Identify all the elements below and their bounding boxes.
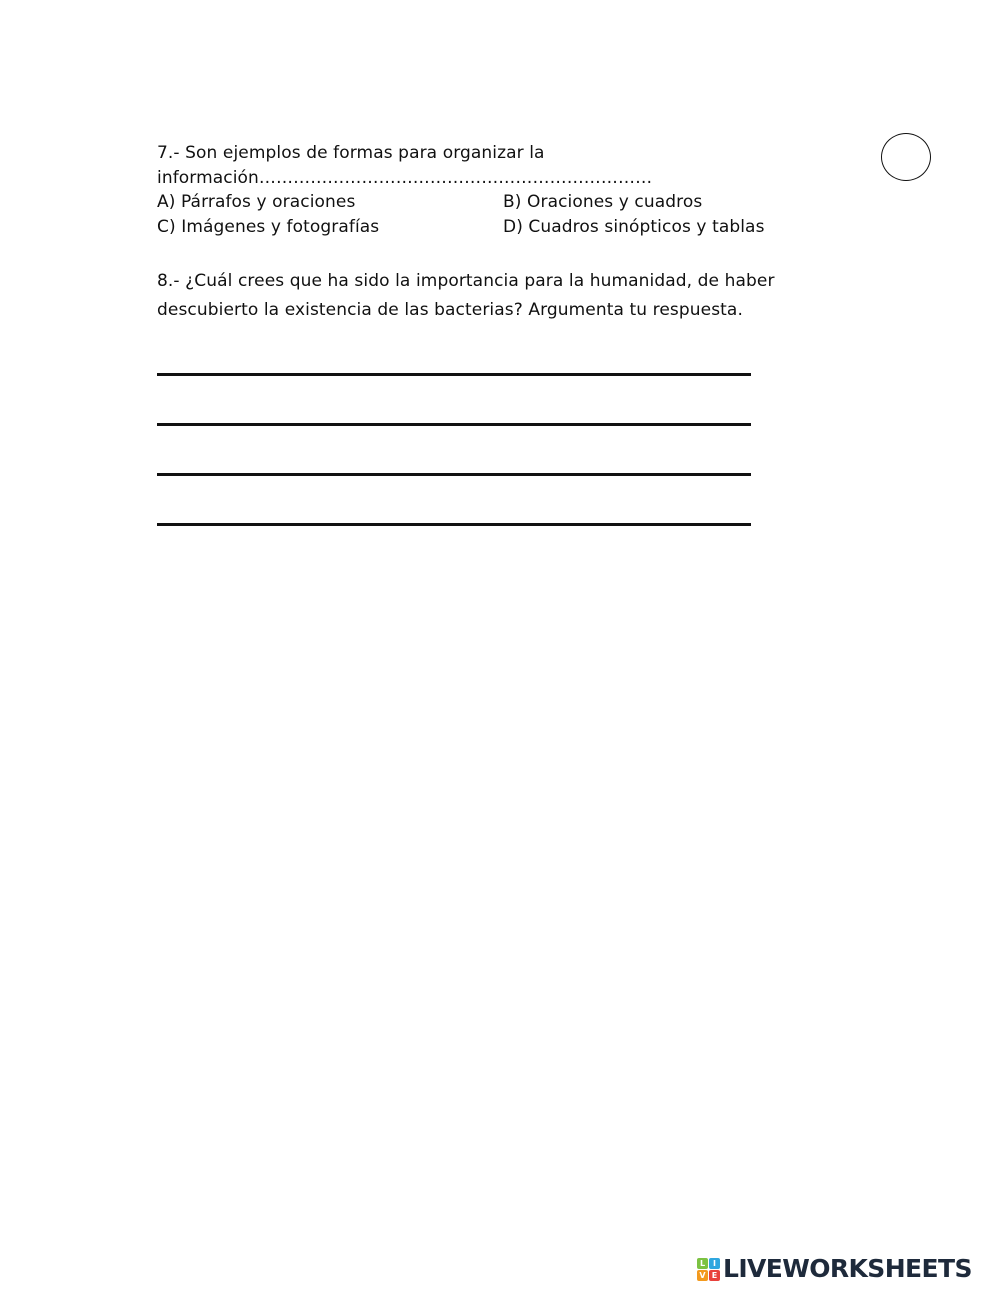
answer-line[interactable] [157,523,751,526]
option-b[interactable]: B) Oraciones y cuadros [503,192,703,212]
question-7-line-1: 7.- Son ejemplos de formas para organizar la [157,143,545,163]
liveworksheets-brand [697,1255,972,1283]
option-a[interactable]: A) Párrafos y oraciones [157,192,356,212]
logo-letter-l: L [697,1258,708,1269]
logo-letter-i: I [709,1258,720,1269]
answer-line[interactable] [157,473,751,476]
question-7-line-2: información…………………………………………………………… [157,168,653,188]
answer-line[interactable] [157,373,751,376]
option-c[interactable]: C) Imágenes y fotografías [157,217,380,237]
liveworksheets-logo-icon [697,1258,720,1281]
option-d[interactable]: D) Cuadros sinópticos y tablas [503,217,765,237]
logo-letter-e: E [709,1270,720,1281]
logo-letter-v: V [697,1270,708,1281]
answer-circle[interactable] [881,133,931,181]
brand-name: LIVEWORKSHEETS [723,1254,972,1283]
answer-line[interactable] [157,423,751,426]
question-8-line-2: descubierto la existencia de las bacterias? Argumenta tu respuesta. [157,300,743,320]
question-8-line-1: 8.- ¿Cuál crees que ha sido la importancia para la humanidad, de haber [157,271,775,291]
